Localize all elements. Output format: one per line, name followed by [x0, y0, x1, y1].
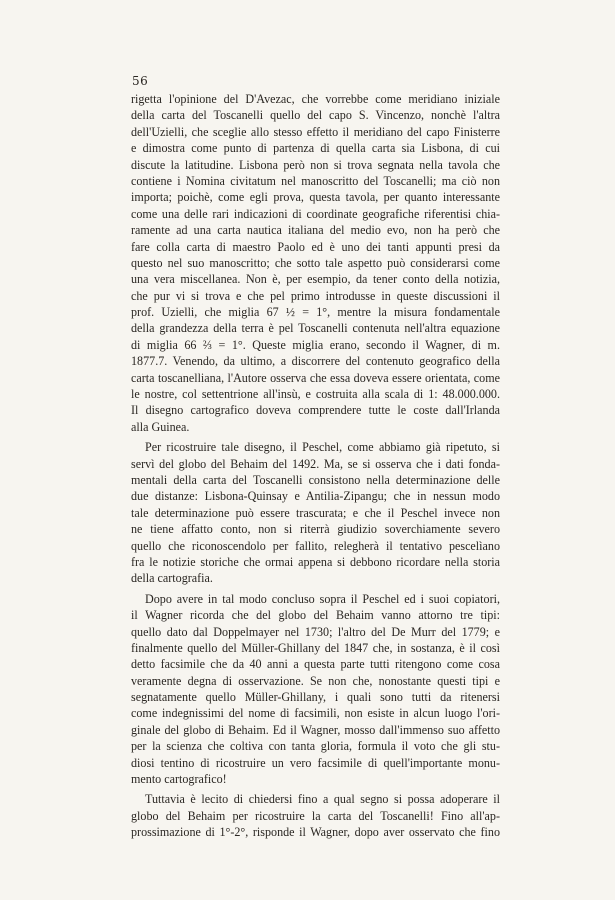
text-line: due distanze: Lisbona-Quinsay e Antilia-Zipangu; che in nessun modo [131, 489, 500, 504]
text-line: prof. Uzielli, che miglia 67 ½ = 1°, mentre la misura fondamentale [131, 305, 500, 320]
paragraph [131, 439, 500, 587]
text-line: ramente ad una carta nautica italiana del medio evo, non ha però che [131, 223, 500, 238]
text-line: servì del globo del Behaim del 1492. Ma, se si osserva che i dati fonda- [131, 456, 500, 471]
text-line: globo del Behaim per ricostruire la carta del Toscanelli! Fino all'ap- [131, 808, 500, 823]
text-line: Dopo avere in tal modo concluso sopra il Peschel ed i suoi copiatori, [145, 591, 500, 606]
text-line: per la scienza che coltiva con tanta gloria, formula il voto che gli stu- [131, 739, 500, 754]
text-line: il Wagner ricorda che del globo del Behaim vanno attorno tre tipi: [131, 608, 500, 623]
text-line: Per ricostruire tale disegno, il Peschel, come abbiamo già ripetuto, si [145, 440, 500, 455]
text-line: quello dato dal Doppelmayer nel 1730; l'altro del De Murr del 1779; e [131, 624, 500, 639]
page-number: 56 [132, 74, 149, 88]
text-line: detto facsimile che da 40 anni a questa parte tutti ritengono come cosa [131, 657, 500, 672]
text-line: segnatamente quello Müller-Ghillany, i quali sono tutti da ritenersi [131, 690, 500, 705]
body-text [131, 91, 500, 841]
text-line: questo nel suo manoscritto; che sotto tale aspetto può considerarsi come [131, 255, 500, 270]
text-line: rigetta l'opinione del D'Avezac, che vorrebbe come meridiano iniziale [131, 92, 500, 106]
text-line: mentali della carta del Toscanelli consistono nella determinazione delle [131, 472, 500, 487]
text-line: ne tiene affatto conto, non si riterrà giudizio soverchiamente severo [131, 522, 500, 537]
text-line: che pur vi si trova e che pel primo introdusse in queste discussioni il [131, 288, 500, 303]
text-line: le nostre, col settentrione all'insù, e costruita alla scala di 1: 48.000.000. [131, 387, 500, 402]
text-line: dell'Uzielli, che sceglie allo stesso effetto il meridiano del capo Finisterre [131, 124, 500, 139]
text-line: una vera miscellanea. Non è, per esempio, da tener conto della notizia, [131, 272, 500, 287]
text-line: veramente degna di osservazione. Se non che, nonostante questi tipi e [131, 673, 500, 688]
text-line: finalmente quello del Müller-Ghillany del 1847 che, in sostanza, è il così [131, 640, 500, 655]
paragraph [131, 791, 500, 840]
text-line: importa; poichè, come egli prova, questa tavola, per quanto interessante [131, 190, 500, 205]
text-line: della grandezza della terra è pel Toscanelli contenuta nell'altra equazione [131, 321, 500, 336]
text-line: ginale del globo di Behaim. Ed il Wagner, mosso dall'immenso suo affetto [131, 722, 500, 737]
text-line: quello che riconoscendolo per fallito, relegherà il tentativo pescelìano [131, 538, 500, 553]
text-line: carta toscanelliana, l'Autore osserva che essa doveva essere orientata, come [131, 370, 500, 385]
text-line: fare colla carta di maestro Paolo ed è uno dei tanti appunti presi da [131, 239, 500, 254]
text-line: contiene i Nomina civitatum nel manoscritto del Toscanelli; ma ciò non [131, 173, 500, 188]
text-line: Tuttavia è lecito di chiedersi fino a qual segno si possa adoperare il [145, 792, 500, 807]
text-line: discute la latitudine. Lisbona però non si trova segnata nella tavola che [131, 157, 500, 172]
text-line: 1877.7. Venendo, da ultimo, a discorrere del contenuto geografico della [131, 354, 500, 369]
text-line: alla Guinea. [131, 419, 190, 434]
text-line: della cartografia. [131, 571, 213, 586]
text-line: prossimazione di 1°-2°, risponde il Wagner, dopo aver osservato che fino [131, 825, 500, 840]
text-line: e dimostra come punto di partenza di quella carta sia Lisbona, di cui [131, 141, 500, 156]
text-line: mento cartografico! [131, 772, 227, 787]
paragraph [131, 591, 500, 788]
paragraph [131, 91, 500, 435]
text-line: fra le notizie storiche che ormai appena si debbono ricordare nella storia [131, 554, 500, 569]
text-line: diosi tentino di ricostruire un vero facsimile di quell'importante monu- [131, 755, 500, 770]
text-line: Il disegno cartografico doveva comprendere tutte le coste dall'Irlanda [131, 403, 500, 418]
text-line: di miglia 66 ⅔ = 1°. Queste miglia erano, secondo il Wagner, di m. [131, 337, 500, 352]
text-line: come indegnissimi del nome di facsimili, non esiste in alcun luogo l'ori- [131, 706, 500, 721]
text-line: come una delle rari indicazioni di coordinate geografiche riferentisi chia- [131, 206, 500, 221]
text-line: tale determinazione può essere trascurata; e che il Peschel invece non [131, 505, 500, 520]
text-line: della carta del Toscanelli quello del capo S. Vincenzo, nonchè l'altra [131, 108, 500, 123]
